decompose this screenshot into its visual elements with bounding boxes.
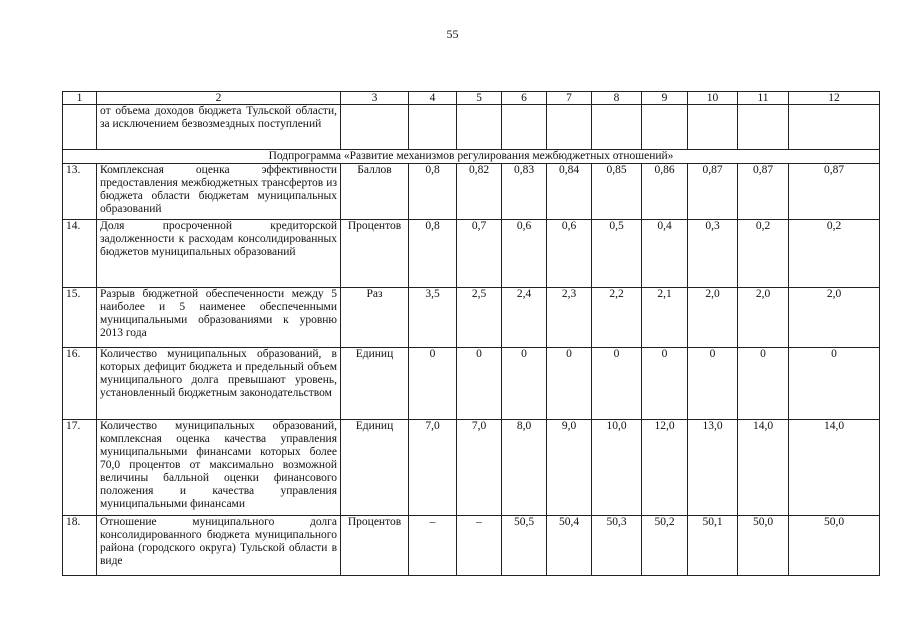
column-number: 8 <box>592 92 642 105</box>
indicator-description: Отношение муниципального долга консолидированного бюджета муниципального района (городского округа) Тульской области в виде <box>97 516 341 576</box>
column-number: 2 <box>97 92 341 105</box>
value-cell: 0,87 <box>789 164 880 220</box>
value-cell: 0 <box>457 348 502 420</box>
value-cell: 2,0 <box>738 288 789 348</box>
value-cell: 9,0 <box>547 420 592 516</box>
value-cell: 2,2 <box>592 288 642 348</box>
value-cell: 13,0 <box>688 420 738 516</box>
value-cell: 0,6 <box>547 220 592 288</box>
indicator-description: Количество муниципальных образований, комплексная оценка качества управления муниципальными финансами которых более 70,0 процентов от максимально возможной величины балльной оценки финансового положения и качества управления муниципальными финансами <box>97 420 341 516</box>
table-row <box>63 348 880 420</box>
row-number: 18. <box>63 516 97 576</box>
value-cell <box>547 105 592 150</box>
subprogram-title: Подпрограмма «Развитие механизмов регулирования межбюджетных отношений» <box>63 150 880 164</box>
indicator-description: от объема доходов бюджета Тульской области, за исключением безвозмездных поступлений <box>97 105 341 150</box>
value-cell <box>502 105 547 150</box>
value-cell <box>457 105 502 150</box>
value-cell: 0 <box>738 348 789 420</box>
value-cell: 2,3 <box>547 288 592 348</box>
column-number: 5 <box>457 92 502 105</box>
indicator-description: Разрыв бюджетной обеспеченности между 5 наиболее и 5 наименее обеспеченными муниципальными образованиями к уровню 2013 года <box>97 288 341 348</box>
value-cell: 3,5 <box>409 288 457 348</box>
value-cell: 0,6 <box>502 220 547 288</box>
table-row <box>63 288 880 348</box>
value-cell: 2,0 <box>688 288 738 348</box>
row-number: 15. <box>63 288 97 348</box>
unit-cell: Баллов <box>341 164 409 220</box>
value-cell: 0,8 <box>409 164 457 220</box>
value-cell: 14,0 <box>738 420 789 516</box>
column-number: 11 <box>738 92 789 105</box>
value-cell <box>789 105 880 150</box>
value-cell <box>738 105 789 150</box>
row-number: 13. <box>63 164 97 220</box>
unit-cell: Раз <box>341 288 409 348</box>
value-cell: 10,0 <box>592 420 642 516</box>
unit-cell: Единиц <box>341 348 409 420</box>
value-cell <box>409 105 457 150</box>
column-number: 9 <box>642 92 688 105</box>
value-cell: 2,5 <box>457 288 502 348</box>
value-cell: – <box>457 516 502 576</box>
row-number: 14. <box>63 220 97 288</box>
value-cell: 50,0 <box>738 516 789 576</box>
value-cell: 0,3 <box>688 220 738 288</box>
subprogram-row <box>63 150 880 164</box>
unit-cell: Процентов <box>341 516 409 576</box>
indicator-description: Доля просроченной кредиторской задолженности к расходам консолидированных бюджетов муниципальных образований <box>97 220 341 288</box>
value-cell: 0,87 <box>688 164 738 220</box>
value-cell: 2,1 <box>642 288 688 348</box>
value-cell: 14,0 <box>789 420 880 516</box>
value-cell: 0 <box>642 348 688 420</box>
value-cell: 50,1 <box>688 516 738 576</box>
value-cell: 0,83 <box>502 164 547 220</box>
value-cell: 0,4 <box>642 220 688 288</box>
value-cell: 0,82 <box>457 164 502 220</box>
value-cell: 8,0 <box>502 420 547 516</box>
column-number: 10 <box>688 92 738 105</box>
value-cell: 7,0 <box>457 420 502 516</box>
value-cell: 0 <box>789 348 880 420</box>
value-cell <box>592 105 642 150</box>
value-cell: 50,0 <box>789 516 880 576</box>
value-cell: – <box>409 516 457 576</box>
value-cell: 0,85 <box>592 164 642 220</box>
value-cell: 0,7 <box>457 220 502 288</box>
indicator-description: Количество муниципальных образований, в которых дефицит бюджета и предельный объем муниципального долга превышают уровень, установленный бюджетным законодательством <box>97 348 341 420</box>
value-cell: 50,2 <box>642 516 688 576</box>
value-cell: 2,0 <box>789 288 880 348</box>
value-cell: 0,5 <box>592 220 642 288</box>
page-number: 55 <box>446 27 459 41</box>
continuation-row <box>63 105 880 150</box>
column-number: 7 <box>547 92 592 105</box>
row-number <box>63 105 97 150</box>
row-number: 16. <box>63 348 97 420</box>
value-cell: 0,2 <box>738 220 789 288</box>
value-cell: 50,5 <box>502 516 547 576</box>
column-number: 12 <box>789 92 880 105</box>
value-cell: 0,2 <box>789 220 880 288</box>
value-cell: 0,84 <box>547 164 592 220</box>
column-number: 3 <box>341 92 409 105</box>
value-cell: 0,87 <box>738 164 789 220</box>
unit-cell: Единиц <box>341 420 409 516</box>
value-cell: 0,86 <box>642 164 688 220</box>
table-row <box>63 164 880 220</box>
value-cell: 12,0 <box>642 420 688 516</box>
value-cell: 0 <box>592 348 642 420</box>
column-number-row <box>63 92 880 105</box>
table-row <box>63 516 880 576</box>
table-row <box>63 420 880 516</box>
value-cell: 0,8 <box>409 220 457 288</box>
value-cell: 0 <box>688 348 738 420</box>
value-cell: 7,0 <box>409 420 457 516</box>
value-cell <box>688 105 738 150</box>
row-number: 17. <box>63 420 97 516</box>
value-cell: 50,4 <box>547 516 592 576</box>
value-cell: 0 <box>502 348 547 420</box>
column-number: 1 <box>63 92 97 105</box>
indicator-table <box>62 91 880 576</box>
column-number: 4 <box>409 92 457 105</box>
value-cell <box>642 105 688 150</box>
unit-cell <box>341 105 409 150</box>
value-cell: 0 <box>409 348 457 420</box>
unit-cell: Процентов <box>341 220 409 288</box>
column-number: 6 <box>502 92 547 105</box>
value-cell: 50,3 <box>592 516 642 576</box>
value-cell: 0 <box>547 348 592 420</box>
table-row <box>63 220 880 288</box>
value-cell: 2,4 <box>502 288 547 348</box>
indicator-description: Комплексная оценка эффективности предоставления межбюджетных трансфертов из бюджета области бюджетам муниципальных образований <box>97 164 341 220</box>
